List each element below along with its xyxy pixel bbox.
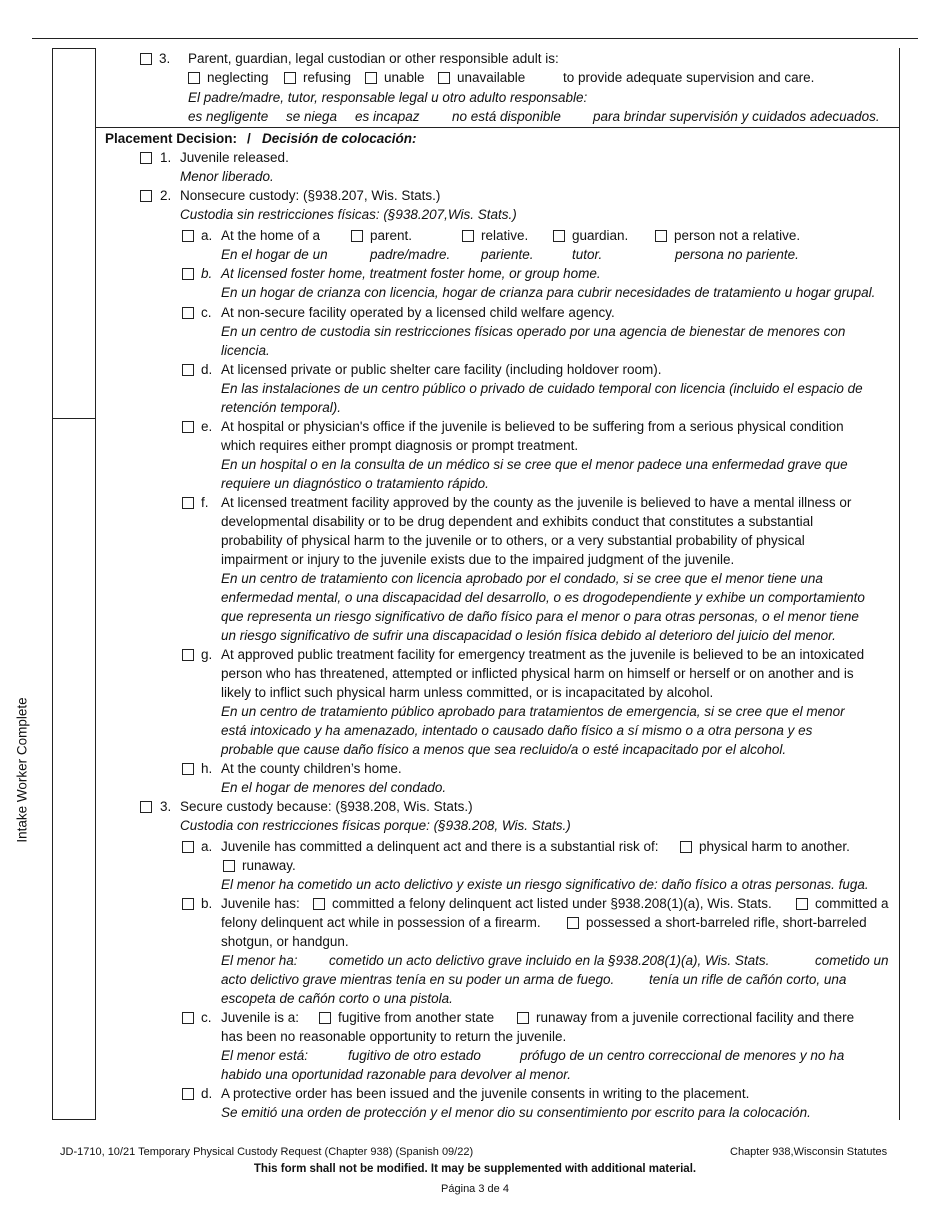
childrens-home-checkbox[interactable] [182,763,194,775]
item3-number: 3. [159,51,171,66]
e-letter: e. [201,419,213,434]
d-letter: d. [201,362,213,377]
sb-letter: b. [201,896,213,911]
es-option-3: es incapaz [355,109,420,124]
sc-letter: c. [201,1010,212,1025]
sa-text-es: El menor ha cometido un acto delictivo y existe un riesgo significativo de: daño físico a otras personas. fuga. [221,877,869,892]
juvenile-is-checkbox[interactable] [182,1012,194,1024]
opt3-text-es: Custodia con restricciones físicas porque: (§938.208, Wis. Stats.) [180,818,571,833]
d-text-es-1: En las instalaciones de un centro público o privado de cuidado temporal con licencia (incluido el espacio de [221,381,863,396]
f-letter: f. [201,495,209,510]
fugitive-checkbox[interactable] [319,1012,331,1024]
sb-es-2b: tenía un rifle de cañón corto, una [649,972,847,987]
f-text-2: developmental disability or to be drug dependent and exhibits conduct that constitutes a substantial [221,514,814,529]
es-option-2: se niega [286,109,338,124]
runaway-label: runaway. [242,858,296,873]
sidebar-box [52,48,96,1120]
unavailable-label: unavailable [457,70,526,85]
form-id: JD-1710, 10/21 Temporary Physical Custody Request (Chapter 938) (Spanish 09/22) [60,1146,474,1158]
es-option-4: no está disponible [452,109,561,124]
relative-checkbox[interactable] [462,230,474,242]
felony-listed-label: committed a felony delinquent act listed under §938.208(1)(a), Wis. Stats. [332,896,772,911]
parent-checkbox[interactable] [351,230,363,242]
nonrelative-label-es: persona no pariente. [675,247,799,262]
sb-text: Juvenile has: [221,896,300,911]
sb-es-1b: cometido un acto delictivo grave incluido en la §938.208(1)(a), Wis. Stats. [329,953,770,968]
parent-label-es: padre/madre. [370,247,451,262]
opt3-number: 3. [160,799,172,814]
sb-es-3: escopeta de cañón corto o una pistola. [221,991,453,1006]
h-text-es: En el hogar de menores del condado. [221,780,447,795]
e-text-2: which requires either prompt diagnosis or prompt treatment. [221,438,579,453]
placement-heading-es: Decisión de colocación: [262,131,417,146]
sc-line2: has been no reasonable opportunity to return the juvenile. [221,1029,567,1044]
c-text-es-2: licencia. [221,343,270,358]
refusing-label: refusing [303,70,352,85]
sc-es-2: habido una oportunidad razonable para devolver al menor. [221,1067,571,1082]
g-letter: g. [201,647,213,662]
sb-es-2: acto delictivo grave mientras tenía en su poder un arma de fuego. [221,972,615,987]
e-text-1: At hospital or physician's office if the juvenile is believed to be suffering from a serious physical condition [221,419,844,434]
item3-checkbox[interactable] [140,53,152,65]
neglecting-label: neglecting [207,70,269,85]
f-text-1: At licensed treatment facility approved by the county as the juvenile is believed to have a mental illness or [221,495,852,510]
nonrelative-label: person not a relative. [674,228,801,243]
physical-harm-label: physical harm to another. [699,839,850,854]
sb-es-1a: El menor ha: [221,953,298,968]
refusing-checkbox[interactable] [284,72,296,84]
sidebar-label: Intake Worker Complete [14,697,30,843]
sb-line3: shotgun, or handgun. [221,934,349,949]
a-letter: a. [201,228,213,243]
foster-home-checkbox[interactable] [182,268,194,280]
felony-listed-checkbox[interactable] [313,898,325,910]
opt2-text: Nonsecure custody: (§938.207, Wis. Stats.) [180,188,441,203]
g-text-es-2: está intoxicado y ha amenazado, intentado o causado daño físico a sí mismo o a otra persona y es [221,723,813,738]
neglecting-checkbox[interactable] [188,72,200,84]
item3-suffix-es: para brindar supervisión y cuidados adecuados. [593,109,880,124]
c-letter: c. [201,305,212,320]
item3-title-es: El padre/madre, tutor, responsable legal u otro adulto responsable: [188,90,588,105]
opt2-text-es: Custodia sin restricciones físicas: (§938.207,Wis. Stats.) [180,207,517,222]
nonsecure-checkbox[interactable] [140,190,152,202]
relative-label: relative. [481,228,529,243]
f-text-es-1: En un centro de tratamiento con licencia aprobado por el condado, si se cree que el menor tiene una [221,571,823,586]
opt1-number: 1. [160,150,172,165]
b-text-es: En un hogar de crianza con licencia, hogar de crianza para cubrir necesidades de tratamiento u hogar grupal. [221,285,876,300]
sc-es-1c: prófugo de un centro correccional de menores y no ha [520,1048,845,1063]
f-text-es-2: enfermedad mental, o una discapacidad del desarrollo, o es drogodependiente y exhibe un comportamiento [221,590,865,605]
modification-notice: This form shall not be modified. It may be supplemented with additional material. [253,1163,697,1175]
f-text-es-4: un riesgo significativo de sufrir una discapacidad o lesión física debido al deterioro del juicio del menor. [221,628,836,643]
top-rule [32,38,918,39]
relative-label-es: pariente. [481,247,534,262]
hospital-checkbox[interactable] [182,421,194,433]
home-checkbox[interactable] [182,230,194,242]
g-text-es-3: probable que cause daño físico a menos que sea recluido/a o esté incapacitado por el alcohol. [221,742,787,757]
h-text: At the county children’s home. [221,761,402,776]
sd-text-es: Se emitió una orden de protección y el menor dio su consentimiento por escrito para la colocación. [221,1105,811,1120]
sb-line2: felony delinquent act while in possession of a firearm. [221,915,541,930]
released-checkbox[interactable] [140,152,152,164]
correctional-runaway-label: runaway from a juvenile correctional facility and there [536,1010,855,1025]
b-text: At licensed foster home, treatment foster home, or group home. [221,266,601,281]
shelter-care-checkbox[interactable] [182,364,194,376]
sa-text: Juvenile has committed a delinquent act and there is a substantial risk of: [221,839,659,854]
c-text-es-1: En un centro de custodia sin restricciones físicas operado por una agencia de bienestar de menores con [221,324,846,339]
parent-label: parent. [370,228,413,243]
c-text: At non-secure facility operated by a licensed child welfare agency. [221,305,615,320]
juvenile-has-checkbox[interactable] [182,898,194,910]
felony-firearm-checkbox[interactable] [796,898,808,910]
page-number: Página 3 de 4 [441,1183,509,1195]
unavailable-checkbox[interactable] [438,72,450,84]
opt2-number: 2. [160,188,172,203]
f-text-4: impairment or injury to the juvenile exists due to the impaired judgment of the juvenile. [221,552,735,567]
section-divider [96,127,899,128]
runaway-checkbox[interactable] [223,860,235,872]
nonrelative-checkbox[interactable] [655,230,667,242]
g-text-1: At approved public treatment facility for emergency treatment as the juvenile is believed to be an intoxicated [221,647,865,662]
sd-letter: d. [201,1086,213,1101]
opt3-text: Secure custody because: (§938.208, Wis. Stats.) [180,799,473,814]
es-option-1: es negligente [188,109,269,124]
short-barreled-checkbox[interactable] [567,917,579,929]
e-text-es-1: En un hospital o en la consulta de un médico si se cree que el menor padece una enfermedad grave que [221,457,848,472]
guardian-checkbox[interactable] [553,230,565,242]
emergency-treatment-checkbox[interactable] [182,649,194,661]
a-text-es: En el hogar de un [221,247,328,262]
physical-harm-checkbox[interactable] [680,841,692,853]
h-letter: h. [201,761,213,776]
protective-order-checkbox[interactable] [182,1088,194,1100]
e-text-es-2: requiere un diagnóstico o tratamiento rápido. [221,476,489,491]
unable-label: unable [384,70,425,85]
g-text-3: likely to inflict such physical harm unless committed, or is incapacitated by alcohol. [221,685,714,700]
secure-custody-checkbox[interactable] [140,801,152,813]
item3-suffix: to provide adequate supervision and care. [563,70,815,85]
b-letter: b. [201,266,213,281]
statute-reference: Chapter 938,Wisconsin Statutes [730,1146,888,1158]
fugitive-label: fugitive from another state [338,1010,495,1025]
d-text-es-2: retención temporal). [221,400,342,415]
delinquent-risk-checkbox[interactable] [182,841,194,853]
placement-slash: / [247,131,251,146]
opt1-text: Juvenile released. [180,150,289,165]
sb-es-1c: cometido un [815,953,889,968]
f-text-3: probability of physical harm to the juvenile or to others, or a very substantial probability of physical [221,533,805,548]
d-text: At licensed private or public shelter care facility (including holdover room). [221,362,662,377]
correctional-runaway-checkbox[interactable] [517,1012,529,1024]
opt1-text-es: Menor liberado. [180,169,274,184]
nonsecure-facility-checkbox[interactable] [182,307,194,319]
short-barreled-label: possessed a short-barreled rifle, short-barreled [586,915,867,930]
g-text-2: person who has threatened, attempted or inflicted physical harm on himself or herself or on another and is [221,666,854,681]
right-rule [899,48,900,1120]
a-text: At the home of a [221,228,321,243]
item3-title: Parent, guardian, legal custodian or other responsible adult is: [188,51,559,66]
f-text-es-3: que representa un riesgo significativo de daño físico para el menor o para otras personas, o el menor tiene [221,609,859,624]
placement-heading: Placement Decision: [105,131,238,146]
unable-checkbox[interactable] [365,72,377,84]
sc-es-1b: fugitivo de otro estado [348,1048,481,1063]
g-text-es-1: En un centro de tratamiento público aprobado para tratamientos de emergencia, si se cree que el menor [221,704,845,719]
sc-text: Juvenile is a: [221,1010,300,1025]
sd-text: A protective order has been issued and the juvenile consents in writing to the placement. [221,1086,750,1101]
guardian-label: guardian. [572,228,629,243]
felony-firearm-label: committed a [815,896,889,911]
sc-es-1a: El menor está: [221,1048,309,1063]
sa-letter: a. [201,839,213,854]
treatment-facility-checkbox[interactable] [182,497,194,509]
guardian-label-es: tutor. [572,247,603,262]
sidebar-divider [53,418,95,419]
